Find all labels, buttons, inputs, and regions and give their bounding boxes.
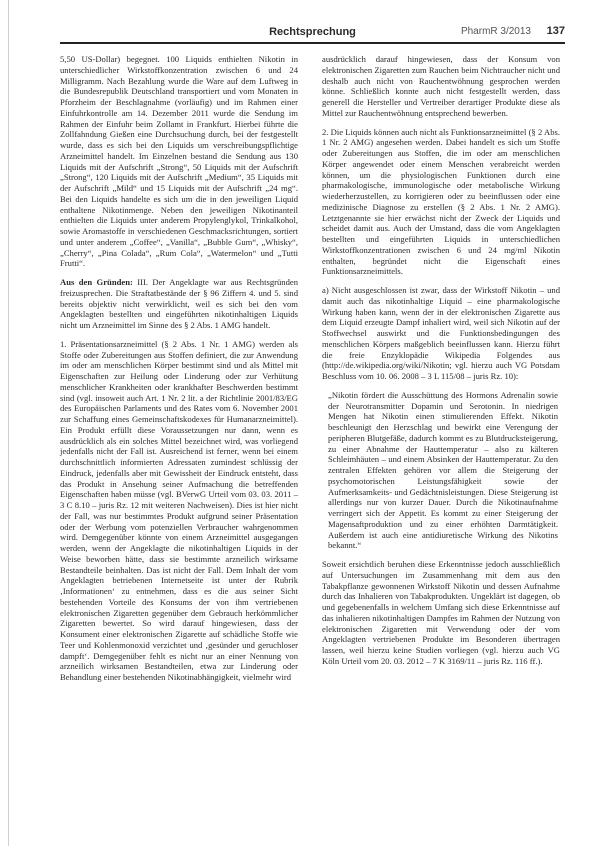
paragraph-nicotine-effect: a) Nicht ausgeschlossen ist zwar, dass der Wirkstoff Nikotin – und damit auch das nikotinhaltige Liquid – eine pharmakologische Wirkung haben kann, wenn der in der elektronischen Zigarette aus dem Liquid erzeugte Dampf inhaliert wird, weil sich Nikotin auf der Stoffwechsel auswirkt und die Funktionsbedingungen des menschlichen Körpers maßgeblich beeinflussen kann. Hierzu führt die freie Enzyklopädie Wikipedia Folgendes aus (http://de.wikipedia.org/wiki/Nikotin; vgl. hierzu auch VG Potsdam Beschluss vom 10. 06. 2008 – 3 L 115/08 – juris Rz. 10): — [322, 285, 560, 381]
page-header — [60, 22, 565, 44]
section-title: Rechtsprechung — [269, 26, 356, 38]
paragraph-facts: 5,50 US-Dollar) begegnet. 100 Liquids enthielten Nikotin in unterschiedlicher Wirkstoffkonzentration zwischen 6 und 24 Milligramm. Nach Bezahlung wurde die Ware auf dem Luftweg in die Bundesrepublik Deutschland transportiert und vom Monaten in Pforzheim der Beschlagnahme (vorläufig) und im Rahmen einer Einfuhrkontrolle am 14. Dezember 2011 wurde die Sendung im Rahmen der Einfuhr beim Zollamt in Frankfurt. Hierbei führte die Zollfahndung Gießen eine Durchsuchung durch, bei der festgestellt wurde, dass es sich bei den Liquids um verschreibungspflichtige Arzneimittel handelt. Im Einzelnen bestand die Sendung aus 130 Liquids mit der Aufschrift „Strong“, 50 Liquids mit der Aufschrift „Strong“, 120 Liquids mit der Aufschrift „Medium“, 35 Liquids mit der Aufschrift „Mild“ und 15 Liquids mit der Aufschrift „24 mg“. Bei den Liquids handelte es sich um die in den jeweiligen Liquid enthaltene Nikotinmenge. Neben den jeweiligen Nikotinanteil enthielten die Liquids unter anderem Propylenglykol, Trinkalkohol, sowie Aromastoffe in verschiedenen Geschmacksrichtungen, sortiert und unter anderem „Coffee“, „Vanilla“, „Bubble Gum“, „Whisky“, „Cherry“, „Pina Colada“, „Rum Cola“, „Watermelon“ und „Tutti Frutti“. — [60, 54, 298, 269]
paragraph-presentation-drug: 1. Präsentationsarzneimittel (§ 2 Abs. 1 Nr. 1 AMG) werden als Stoffe oder Zubereitungen aus Stoffen definiert, die zur Anwendung im oder am menschlichen Körper bestimmt sind und als Mittel mit Eigenschaften zur Heilung oder Linderung oder zur Verhütung menschlicher Krankheiten oder krankhafter Beschwerden bestimmt sind (vgl. insoweit auch Art. 1 Nr. 2 lit. a der Richtlinie 2001/83/EG des Europäischen Parlaments und des Rates vom 6. November 2001 zur Schaffung eines Gemeinschaftskodexes für Humanarzneimittel). Ein Produkt erfüllt diese Voraussetzungen nur dann, wenn es ausdrücklich als ein solches Mittel bezeichnet wird, was vorliegend jedenfalls nicht der Fall ist. Ausreichend ist ferner, wenn bei einem durchschnittlich informierten Adressaten zumindest schlüssig der Eindruck, jedenfalls aber mit Gewissheit der Eindruck entsteht, dass das Produkt in Ansehung seiner Aufmachung die betreffenden Eigenschaften haben müsse (vgl. BVerwG Urteil vom 03. 03. 2011 – 3 C 8.10 – juris Rz. 12 mit weiteren Nachweisen). Dies ist hier nicht der Fall, was nur bestimmtes Produkt aufgrund seiner Präsentation oder der Werbung vom potenziellen Verbraucher wahrgenommen wird. Demgegenüber könnte von einem Arzneimittel ausgegangen werden, wenn der Angeklagte die nikotinhaltigen Liquids in der Weise beworben hätte, dass sie bestimmte arzneilich wirksame Bestandteile beinhalten. Das ist nicht der Fall. Dem Inhalt der vom Angeklagten betriebenen Internetseite ist unter der Rubrik ‚Informationen‘ zu entnehmen, dass es die aus seiner Sicht bestehenden Vorteile des Konsums der von ihm vertriebenen elektronischen Zigaretten gegenüber dem Gebrauch herkömmlicher Zigaretten bewertet. So wird darauf hingewiesen, dass der Konsument einer elektronischen Zigarette auf schädliche Stoffe wie Teer und Kohlenmonoxid verzichtet und ‚gesünder und geruchloser dampft‘. Demgegenüber fehlt es nicht nur an einer Nennung von arzneilich wirksamen Bestandteilen, etwa zur Linderung oder Behandlung einer bestehenden Nikotinabhängigkeit, vielmehr wird — [60, 338, 298, 682]
paragraph-function-drug: 2. Die Liquids können auch nicht als Funktionsarzneimittel (§ 2 Abs. 1 Nr. 2 AMG) angesehen werden. Dabei handelt es sich um Stoffe oder Zubereitungen aus Stoffen, die im oder am menschlichen Körper angewendet oder einem Menschen verabreicht werden können, um die physiologischen Funktionen durch eine pharmakologische, immunologische oder metabolische Wirkung wiederherzustellen, zu korrigieren oder zu beeinflussen oder eine medizinische Diagnose zu erstellen (§ 2 Abs. 1 Nr. 2 AMG). Letztgenannte sie hier erwächst nicht der Zweck der Liquids und scheidet damit aus. Auch der Umstand, dass die vom Angeklagten bestellten und eingeführten Liquids in unterschiedlichen Wirkstoffkonzentrationen zwischen 6 und 24 mg/ml Nikotin enthalten, begründet nicht die Eigenschaft eines Funktionsarzneimittels. — [322, 126, 560, 277]
right-column — [322, 54, 560, 667]
header-rule — [60, 42, 565, 44]
grounds-text: III. Der Angeklagte war aus Rechtsgründen freizusprechen. Die Straftatbestände der § 96 Ziffern 4. und 5. sind bereits objektiv nicht verwirklicht, weil es sich bei den vom Angeklagten bestellten und eingeführten nikotinhaltigen Liquids nicht um Arzneimittel im Sinne des § 2 Abs. 1 AMG handelt. — [60, 277, 298, 330]
grounds-lead: Aus den Gründen: — [60, 277, 133, 287]
left-column — [60, 54, 298, 683]
journal-reference: PharmR 3/2013 — [460, 26, 531, 37]
wikipedia-quote: „Nikotin fördert die Ausschüttung des Hormons Adrenalin sowie der Neurotransmitter Dopamin und Serotonin. In niedrigen Mengen hat Nikotin einen stimulierenden Effekt. Nikotin beschleunigt den Herzschlag und bewirkt eine Verengung der peripheren Blutgefäße, dadurch kommt es zu Blutdrucksteigerung, zu einer Abnahme der Hauttemperatur – also zu kälteren Schleimhäuten – und einem Absinken der Hauttemperatur. Zu den zentralen Effekten gehören vor allem die Steigerung der psychomotorischen Leistungsfähigkeit sowie der Aufmerksamkeits- und Gedächtnisleistungen. Diese Steigerung ist allerdings nur von kurzer Dauer. Durch die Nikotinaufnahme verringert sich der Appetit. Es kommt zu einer Steigerung der Magensaftproduktion und zu einer erhöhten Darmtätigkeit. Außerdem ist auch eine antidiuretische Wirkung des Nikotins bekannt.“ — [328, 389, 558, 551]
paragraph-grounds — [60, 277, 298, 331]
page-edge-line — [8, 0, 9, 846]
page-number: 137 — [546, 25, 565, 37]
paragraph-continuation: ausdrücklich darauf hingewiesen, dass der Konsum von elektronischen Zigaretten zum Rauchen beim Nichtraucher nicht und deshalb auch nicht von Rauchentwöhnung gesprochen werden könne. Schließlich konnte auch nicht festgestellt werden, dass generell die Hersteller und Vertreiber derartiger Produkte diese als Mittel zur Rauchentwöhnung entsprechend bewerben. — [322, 54, 560, 118]
paragraph-research-findings: Soweit ersichtlich beruhen diese Erkenntnisse jedoch ausschließlich auf Untersuchungen im Zusammenhang mit dem aus den Tabakpflanze gewonnenen Wirkstoff Nikotin und dessen Aufnahme durch das Inhalieren von Tabakprodukten. Ungeklärt ist dagegen, ob und gegebenenfalls in welchem Umfang sich diese Erkenntnisse auf das inhalieren nikotinhaltigen Dampfes im Rahmen der Nutzung von elektronischen Zigaretten mit Verwendung oder der vom Angeklagten vertriebenen Produkte im Besonderen übertragen lassen, weil hierzu keine Studien vorliegen (vgl. hierzu auch VG Köln Urteil vom 20. 03. 2012 – 7 K 3169/11 – juris Rz. 116 ff.). — [322, 559, 560, 666]
